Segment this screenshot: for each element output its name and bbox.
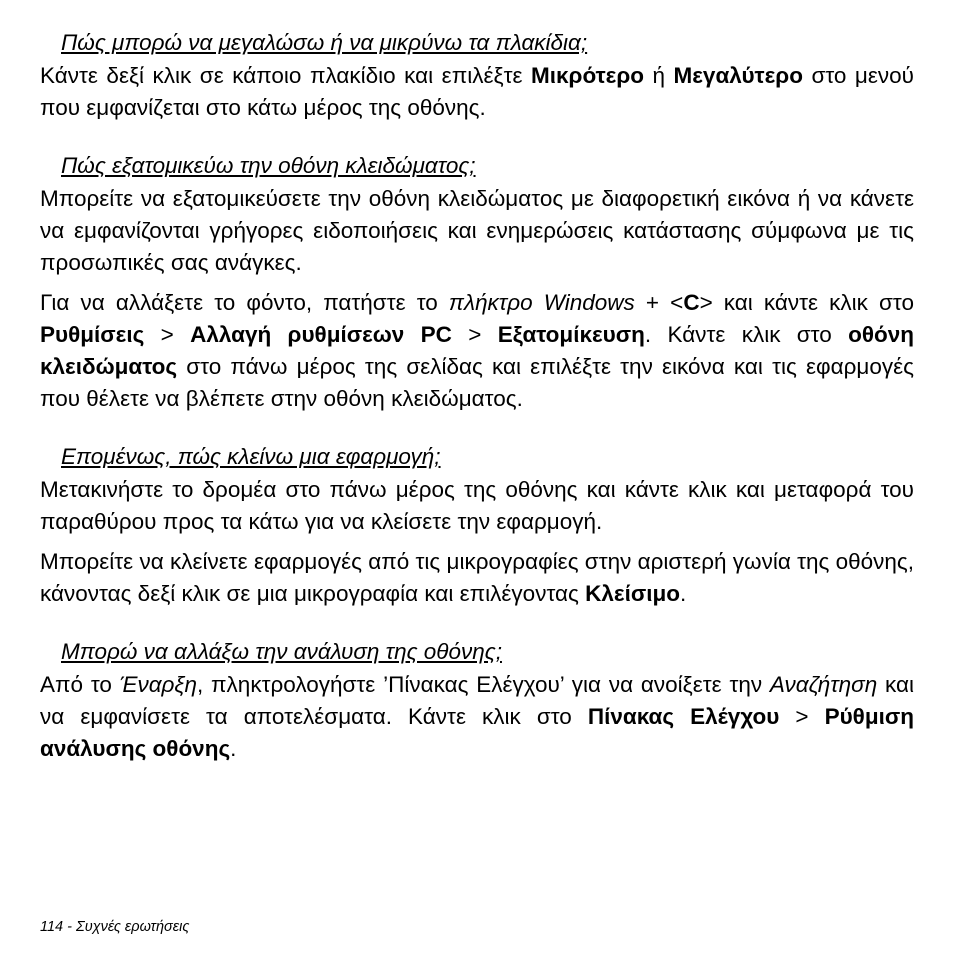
bold-term-smaller: Μικρότερο xyxy=(531,63,644,88)
bold-term-adjust-resolution: Ρύθμιση ανάλυσης οθόνης xyxy=(40,704,914,761)
text: > xyxy=(144,322,191,347)
italic-term-search: Αναζήτηση xyxy=(769,672,878,697)
page-content xyxy=(40,28,914,773)
text: Μπορείτε να κλείνετε εφαρμογές από τις μικρογραφίες στην αριστερή γωνία της οθόνης, κάνοντας δεξί κλικ σε μια μικρογραφία και επιλέγοντας xyxy=(40,549,914,606)
text: Για να αλλάξετε το φόντο, πατήστε το xyxy=(40,290,449,315)
paragraph-lock-screen-intro xyxy=(40,183,914,279)
text: Μπορείτε να εξατομικεύσετε την οθόνη κλειδώματος με διαφορετική εικόνα ή να κάνετε να εμφανίζονται γρήγορες ειδοποιήσεις και ενημερώσεις κατάστασης σύμφωνα με τις προσωπικές σας ανάγκες. xyxy=(40,186,914,275)
bold-term-c-key: C xyxy=(683,290,700,315)
text: Κάντε δεξί κλικ σε κάποιο πλακίδιο και επιλέξτε xyxy=(40,63,532,88)
paragraph-lock-screen-steps xyxy=(40,287,914,415)
paragraph-tiles xyxy=(40,60,914,124)
bold-term-personalize: Εξατομίκευση xyxy=(497,322,645,347)
text: > xyxy=(451,322,498,347)
italic-term-windows-key: πλήκτρο Windows xyxy=(448,290,635,315)
text: > xyxy=(779,704,825,729)
section-heading-resolution: Μπορώ να αλλάξω την ανάλυση της οθόνης; xyxy=(61,639,502,664)
section-heading-lock-screen: Πώς εξατομικεύω την οθόνη κλειδώματος; xyxy=(61,153,476,178)
text: . xyxy=(679,581,687,606)
bold-term-change-pc-settings: Αλλαγή ρυθμίσεων PC xyxy=(190,322,452,347)
bold-term-close: Κλείσιμο xyxy=(585,581,680,606)
text: Από το xyxy=(40,672,120,697)
text: . xyxy=(230,736,237,761)
text: , πληκτρολογήστε ’Πίνακας Ελέγχου’ για να ανοίξετε την xyxy=(196,672,770,697)
text: στο μενού που εμφανίζεται στο κάτω μέρος της οθόνης. xyxy=(40,63,914,120)
text: ή xyxy=(643,63,674,88)
text: . Κάντε κλικ στο xyxy=(644,322,849,347)
text: και να εμφανίσετε τα αποτελέσματα. Κάντε κλικ στο xyxy=(40,672,914,729)
page-footer: 114 - Συχνές ερωτήσεις xyxy=(40,919,190,935)
paragraph-close-app-thumbnails xyxy=(40,546,914,610)
bold-term-lock-screen: οθόνη κλειδώματος xyxy=(40,322,914,379)
text: στο πάνω μέρος της σελίδας και επιλέξτε την εικόνα και τις εφαρμογές που θέλετε να βλέπετε στην οθόνη κλειδώματος. xyxy=(40,354,914,411)
italic-term-start: Έναρξη xyxy=(119,672,197,697)
section-heading-close-app: Επομένως, πώς κλείνω μια εφαρμογή; xyxy=(61,444,441,469)
section-heading-tiles: Πώς μπορώ να μεγαλώσω ή να μικρύνω τα πλακίδια; xyxy=(61,30,588,55)
text: Μετακινήστε το δρομέα στο πάνω μέρος της οθόνης και κάντε κλικ και μεταφορά του παραθύρου προς τα κάτω για να κλείσετε την εφαρμογή. xyxy=(40,477,914,534)
bold-term-larger: Μεγαλύτερο xyxy=(673,63,803,88)
paragraph-close-app-drag xyxy=(40,474,914,538)
text: > και κάντε κλικ στο xyxy=(699,290,914,315)
paragraph-resolution xyxy=(40,669,914,765)
bold-term-control-panel: Πίνακας Ελέγχου xyxy=(587,704,780,729)
text: + < xyxy=(634,290,684,315)
bold-term-settings: Ρυθμίσεις xyxy=(40,322,145,347)
